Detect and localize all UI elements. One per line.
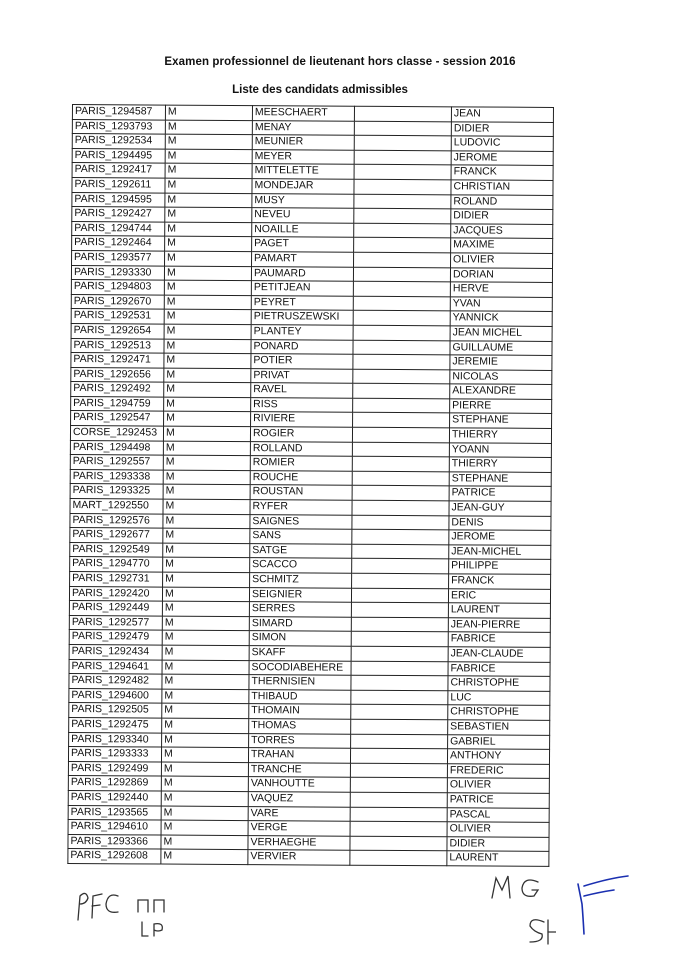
empty-cell (350, 792, 447, 807)
last-name-cell: PRIVAT (251, 368, 353, 383)
empty-cell (354, 179, 451, 194)
candidate-id-cell: PARIS_1292505 (69, 703, 162, 718)
empty-cell (353, 398, 450, 413)
sex-cell: M (164, 309, 251, 324)
first-name-cell: JEROME (451, 151, 553, 166)
empty-cell (351, 661, 448, 676)
first-name-cell: SEBASTIEN (448, 720, 550, 735)
last-name-cell: MEESCHAERT (252, 106, 354, 121)
candidate-id-cell: PARIS_1293577 (72, 250, 165, 265)
candidate-id-cell: PARIS_1292677 (70, 528, 163, 543)
candidate-id-cell: PARIS_1292577 (69, 615, 162, 630)
candidate-id-cell: PARIS_1293333 (68, 747, 161, 762)
last-name-cell: ROUCHE (250, 470, 352, 485)
last-name-cell: ROMIER (250, 456, 352, 471)
candidate-id-cell: PARIS_1292471 (71, 353, 164, 368)
sex-cell: M (164, 295, 251, 310)
empty-cell (351, 734, 448, 749)
sex-cell: M (163, 455, 250, 470)
sex-cell: M (162, 601, 249, 616)
candidate-id-cell: PARIS_1292611 (72, 177, 165, 192)
last-name-cell: MITTELETTE (252, 164, 354, 179)
first-name-cell: DIDIER (447, 836, 549, 851)
candidate-id-cell: PARIS_1293325 (70, 484, 163, 499)
first-name-cell: JEREMIE (450, 355, 552, 370)
first-name-cell: YOANN (449, 442, 551, 457)
empty-cell (353, 413, 450, 428)
empty-cell (350, 807, 447, 822)
first-name-cell: PIERRE (450, 399, 552, 414)
last-name-cell: THERNISIEN (249, 675, 351, 690)
last-name-cell: NEVEU (252, 208, 354, 223)
last-name-cell: TRAHAN (248, 748, 350, 763)
last-name-cell: SANS (250, 529, 352, 544)
empty-cell (353, 281, 450, 296)
sex-cell: M (161, 849, 248, 864)
empty-cell (352, 500, 449, 515)
last-name-cell: PAGET (252, 237, 354, 252)
sex-cell: M (163, 543, 250, 558)
first-name-cell: FABRICE (448, 661, 550, 676)
candidate-id-cell: PARIS_1292557 (70, 455, 163, 470)
last-name-cell: PAMART (252, 252, 354, 267)
empty-cell (354, 121, 451, 136)
sex-cell: M (161, 747, 248, 762)
candidate-id-cell: PARIS_1293366 (68, 834, 161, 849)
sex-cell: M (164, 412, 251, 427)
sex-cell: M (163, 499, 250, 514)
sex-cell: M (163, 470, 250, 485)
first-name-cell: CHRISTIAN (451, 180, 553, 195)
empty-cell (350, 850, 447, 865)
signature-pp-lr (132, 892, 186, 942)
candidate-id-cell: PARIS_1294587 (72, 105, 165, 120)
sex-cell: M (164, 339, 251, 354)
candidate-id-cell: MART_1292550 (70, 499, 163, 514)
sex-cell: M (163, 426, 250, 441)
first-name-cell: JEAN-CLAUDE (448, 647, 550, 662)
first-name-cell: THIERRY (449, 428, 551, 443)
candidate-id-cell: PARIS_1294610 (68, 820, 161, 835)
sex-cell: M (165, 193, 252, 208)
empty-cell (352, 427, 449, 442)
candidate-id-cell: PARIS_1292475 (69, 717, 162, 732)
sex-cell: M (162, 630, 249, 645)
candidate-id-cell: PARIS_1292420 (69, 586, 162, 601)
sex-cell: M (162, 645, 249, 660)
empty-cell (354, 208, 451, 223)
first-name-cell: OLIVIER (447, 778, 549, 793)
signature-pfc (74, 884, 124, 926)
first-name-cell: FRANCK (451, 165, 553, 180)
candidate-id-cell: CORSE_1292453 (70, 426, 163, 441)
candidate-id-cell: PARIS_1292492 (71, 382, 164, 397)
candidate-id-cell: PARIS_1292731 (70, 571, 163, 586)
last-name-cell: SERRES (249, 602, 351, 617)
first-name-cell: THIERRY (449, 457, 551, 472)
last-name-cell: SOCODIABEHERE (249, 660, 351, 675)
sex-cell: M (161, 776, 248, 791)
last-name-cell: PONARD (251, 339, 353, 354)
sex-cell: M (161, 762, 248, 777)
document-subtitle: Liste des candidats admissibles (232, 84, 408, 96)
candidate-id-cell: PARIS_1294495 (72, 148, 165, 163)
candidate-id-cell: PARIS_1294770 (70, 557, 163, 572)
first-name-cell: PATRICE (447, 793, 549, 808)
last-name-cell: PIETRUSZEWSKI (251, 310, 353, 325)
empty-cell (353, 340, 450, 355)
sex-cell: M (161, 835, 248, 850)
first-name-cell: PHILIPPE (449, 559, 551, 574)
sex-cell: M (164, 368, 251, 383)
sex-cell: M (163, 557, 250, 572)
first-name-cell: JACQUES (451, 224, 553, 239)
sex-cell: M (162, 689, 249, 704)
document-title: Examen professionnel de lieutenant hors classe - session 2016 (164, 56, 516, 68)
last-name-cell: SCHMITZ (250, 573, 352, 588)
empty-cell (351, 705, 448, 720)
empty-cell (352, 442, 449, 457)
last-name-cell: SIMON (249, 631, 351, 646)
empty-cell (351, 602, 448, 617)
last-name-cell: MUSY (252, 193, 354, 208)
candidate-id-cell: PARIS_1292549 (70, 542, 163, 557)
last-name-cell: TORRES (249, 733, 351, 748)
empty-cell (354, 135, 451, 150)
sex-cell: M (165, 207, 252, 222)
sex-cell: M (163, 514, 250, 529)
empty-cell (350, 778, 447, 793)
last-name-cell: ROGIER (250, 427, 352, 442)
sex-cell: M (165, 163, 252, 178)
sex-cell: M (165, 236, 252, 251)
candidate-id-cell: PARIS_1292464 (72, 236, 165, 251)
empty-cell (353, 354, 450, 369)
last-name-cell: VANHOUTTE (248, 777, 350, 792)
last-name-cell: THOMAS (249, 719, 351, 734)
empty-cell (351, 588, 448, 603)
empty-cell (351, 719, 448, 734)
candidate-id-cell: PARIS_1292531 (71, 309, 164, 324)
last-name-cell: VARE (248, 806, 350, 821)
empty-cell (353, 369, 450, 384)
first-name-cell: JEROME (449, 530, 551, 545)
candidate-id-cell: PARIS_1294803 (71, 280, 164, 295)
first-name-cell: ALEXANDRE (450, 384, 552, 399)
last-name-cell: VERGE (248, 821, 350, 836)
first-name-cell: DIDIER (451, 121, 553, 136)
sex-cell: M (163, 528, 250, 543)
sex-cell: M (161, 806, 248, 821)
first-name-cell: CHRISTOPHE (448, 705, 550, 720)
first-name-cell: FRANCK (449, 574, 551, 589)
sex-cell: M (164, 353, 251, 368)
empty-cell (352, 573, 449, 588)
candidate-id-cell: PARIS_1292534 (72, 134, 165, 149)
candidate-id-cell: PARIS_1292869 (68, 776, 161, 791)
empty-cell (354, 223, 451, 238)
first-name-cell: LUC (448, 691, 550, 706)
last-name-cell: SATGE (250, 543, 352, 558)
candidate-id-cell: PARIS_1292576 (70, 513, 163, 528)
first-name-cell: JEAN (451, 107, 553, 122)
last-name-cell: PEYRET (251, 295, 353, 310)
empty-cell (351, 646, 448, 661)
sex-cell: M (163, 572, 250, 587)
last-name-cell: VERHAEGHE (248, 835, 350, 850)
first-name-cell: NICOLAS (450, 370, 552, 385)
empty-cell (352, 515, 449, 530)
candidate-id-cell: PARIS_1292440 (68, 790, 161, 805)
last-name-cell: ROUSTAN (250, 485, 352, 500)
last-name-cell: ROLLAND (250, 441, 352, 456)
candidate-id-cell: PARIS_1294595 (72, 192, 165, 207)
empty-cell (354, 106, 451, 121)
first-name-cell: OLIVIER (447, 822, 549, 837)
sex-cell: M (162, 660, 249, 675)
last-name-cell: RIVIERE (251, 412, 353, 427)
empty-cell (351, 617, 448, 632)
sex-cell: M (164, 382, 251, 397)
table-row (68, 849, 549, 867)
sex-cell: M (165, 134, 252, 149)
last-name-cell: SCACCO (250, 558, 352, 573)
candidate-id-cell: PARIS_1294498 (70, 440, 163, 455)
last-name-cell: SAIGNES (250, 514, 352, 529)
empty-cell (354, 252, 451, 267)
first-name-cell: JEAN-GUY (449, 501, 551, 516)
empty-cell (351, 632, 448, 647)
candidate-id-cell: PARIS_1292499 (68, 761, 161, 776)
candidate-id-cell: PARIS_1292434 (69, 644, 162, 659)
empty-cell (353, 384, 450, 399)
candidate-id-cell: PARIS_1292449 (69, 601, 162, 616)
first-name-cell: MAXIME (451, 238, 553, 253)
sex-cell: M (162, 733, 249, 748)
empty-cell (350, 821, 447, 836)
empty-cell (354, 194, 451, 209)
empty-cell (354, 238, 451, 253)
candidate-id-cell: PARIS_1292482 (69, 674, 162, 689)
first-name-cell: OLIVIER (451, 253, 553, 268)
candidates-table-body (68, 105, 554, 867)
last-name-cell: VERVIER (248, 850, 350, 865)
candidate-id-cell: PARIS_1292479 (69, 630, 162, 645)
candidate-id-cell: PARIS_1292547 (71, 411, 164, 426)
sex-cell: M (165, 149, 252, 164)
sex-cell: M (162, 616, 249, 631)
first-name-cell: JEAN-MICHEL (449, 545, 551, 560)
last-name-cell: SIMARD (249, 616, 351, 631)
candidate-id-cell: PARIS_1292427 (72, 207, 165, 222)
last-name-cell: RISS (251, 397, 353, 412)
sex-cell: M (165, 222, 252, 237)
empty-cell (353, 325, 450, 340)
sex-cell: M (164, 280, 251, 295)
candidate-id-cell: PARIS_1293338 (70, 469, 163, 484)
empty-cell (350, 763, 447, 778)
last-name-cell: MEYER (252, 149, 354, 164)
empty-cell (351, 675, 448, 690)
sex-cell: M (163, 441, 250, 456)
candidate-id-cell: PARIS_1292656 (71, 367, 164, 382)
candidate-id-cell: PARIS_1292670 (71, 294, 164, 309)
sex-cell: M (164, 397, 251, 412)
sex-cell: M (165, 178, 252, 193)
last-name-cell: RAVEL (251, 383, 353, 398)
first-name-cell: STEPHANE (449, 472, 551, 487)
empty-cell (351, 690, 448, 705)
first-name-cell: CHRISTOPHE (448, 676, 550, 691)
first-name-cell: JEAN-PIERRE (448, 618, 550, 633)
first-name-cell: YANNICK (450, 311, 552, 326)
last-name-cell: THIBAUD (249, 689, 351, 704)
candidate-id-cell: PARIS_1293340 (69, 732, 162, 747)
first-name-cell: YVAN (450, 297, 552, 312)
first-name-cell: GABRIEL (448, 734, 550, 749)
empty-cell (352, 559, 449, 574)
first-name-cell: JEAN MICHEL (450, 326, 552, 341)
first-name-cell: STEPHANE (450, 413, 552, 428)
first-name-cell: ROLAND (451, 194, 553, 209)
empty-cell (350, 836, 447, 851)
candidate-id-cell: PARIS_1294744 (72, 221, 165, 236)
first-name-cell: DIDIER (451, 209, 553, 224)
first-name-cell: LAURENT (448, 603, 550, 618)
candidate-id-cell: PARIS_1292513 (71, 338, 164, 353)
first-name-cell: LAURENT (447, 851, 549, 866)
empty-cell (350, 748, 447, 763)
sex-cell: M (162, 674, 249, 689)
candidate-id-cell: PARIS_1292608 (68, 849, 161, 864)
sex-cell: M (163, 485, 250, 500)
sex-cell: M (164, 324, 251, 339)
last-name-cell: NOAILLE (252, 222, 354, 237)
first-name-cell: PASCAL (447, 807, 549, 822)
candidate-id-cell: PARIS_1293330 (71, 265, 164, 280)
candidate-id-cell: PARIS_1292417 (72, 163, 165, 178)
sex-cell: M (162, 587, 249, 602)
candidate-id-cell: PARIS_1292654 (71, 323, 164, 338)
first-name-cell: ERIC (448, 588, 550, 603)
candidates-sheet (67, 104, 532, 867)
candidate-id-cell: PARIS_1293793 (72, 119, 165, 134)
candidate-id-cell: PARIS_1294641 (69, 659, 162, 674)
first-name-cell: DORIAN (450, 267, 552, 282)
signature-mg-sh (486, 872, 556, 948)
candidate-id-cell: PARIS_1293565 (68, 805, 161, 820)
empty-cell (352, 544, 449, 559)
sex-cell: M (161, 820, 248, 835)
empty-cell (353, 296, 450, 311)
sex-cell: M (165, 120, 252, 135)
last-name-cell: POTIER (251, 354, 353, 369)
first-name-cell: ANTHONY (447, 749, 549, 764)
candidates-table (67, 104, 554, 867)
last-name-cell: PAUMARD (251, 266, 353, 281)
last-name-cell: VAQUEZ (248, 791, 350, 806)
empty-cell (352, 529, 449, 544)
last-name-cell: MEUNIER (252, 135, 354, 150)
empty-cell (352, 456, 449, 471)
first-name-cell: HERVE (450, 282, 552, 297)
first-name-cell: LUDOVIC (451, 136, 553, 151)
last-name-cell: SKAFF (249, 646, 351, 661)
last-name-cell: MONDEJAR (252, 179, 354, 194)
empty-cell (352, 471, 449, 486)
first-name-cell: GUILLAUME (450, 340, 552, 355)
empty-cell (353, 267, 450, 282)
first-name-cell: DENIS (449, 515, 551, 530)
empty-cell (354, 150, 451, 165)
last-name-cell: MENAY (252, 120, 354, 135)
candidate-id-cell: PARIS_1294759 (71, 396, 164, 411)
last-name-cell: RYFER (250, 500, 352, 515)
first-name-cell: FABRICE (448, 632, 550, 647)
first-name-cell: PATRICE (449, 486, 551, 501)
signature-blue-ink (570, 864, 636, 948)
last-name-cell: PLANTEY (251, 325, 353, 340)
sex-cell: M (165, 251, 252, 266)
sex-cell: M (162, 718, 249, 733)
last-name-cell: THOMAIN (249, 704, 351, 719)
empty-cell (353, 311, 450, 326)
empty-cell (354, 165, 451, 180)
sex-cell: M (162, 703, 249, 718)
first-name-cell: FREDERIC (447, 764, 549, 779)
last-name-cell: PETITJEAN (251, 281, 353, 296)
candidate-id-cell: PARIS_1294600 (69, 688, 162, 703)
sex-cell: M (161, 791, 248, 806)
sex-cell: M (164, 266, 251, 281)
sex-cell: M (165, 105, 252, 120)
last-name-cell: TRANCHE (248, 762, 350, 777)
last-name-cell: SEIGNIER (249, 587, 351, 602)
empty-cell (352, 486, 449, 501)
